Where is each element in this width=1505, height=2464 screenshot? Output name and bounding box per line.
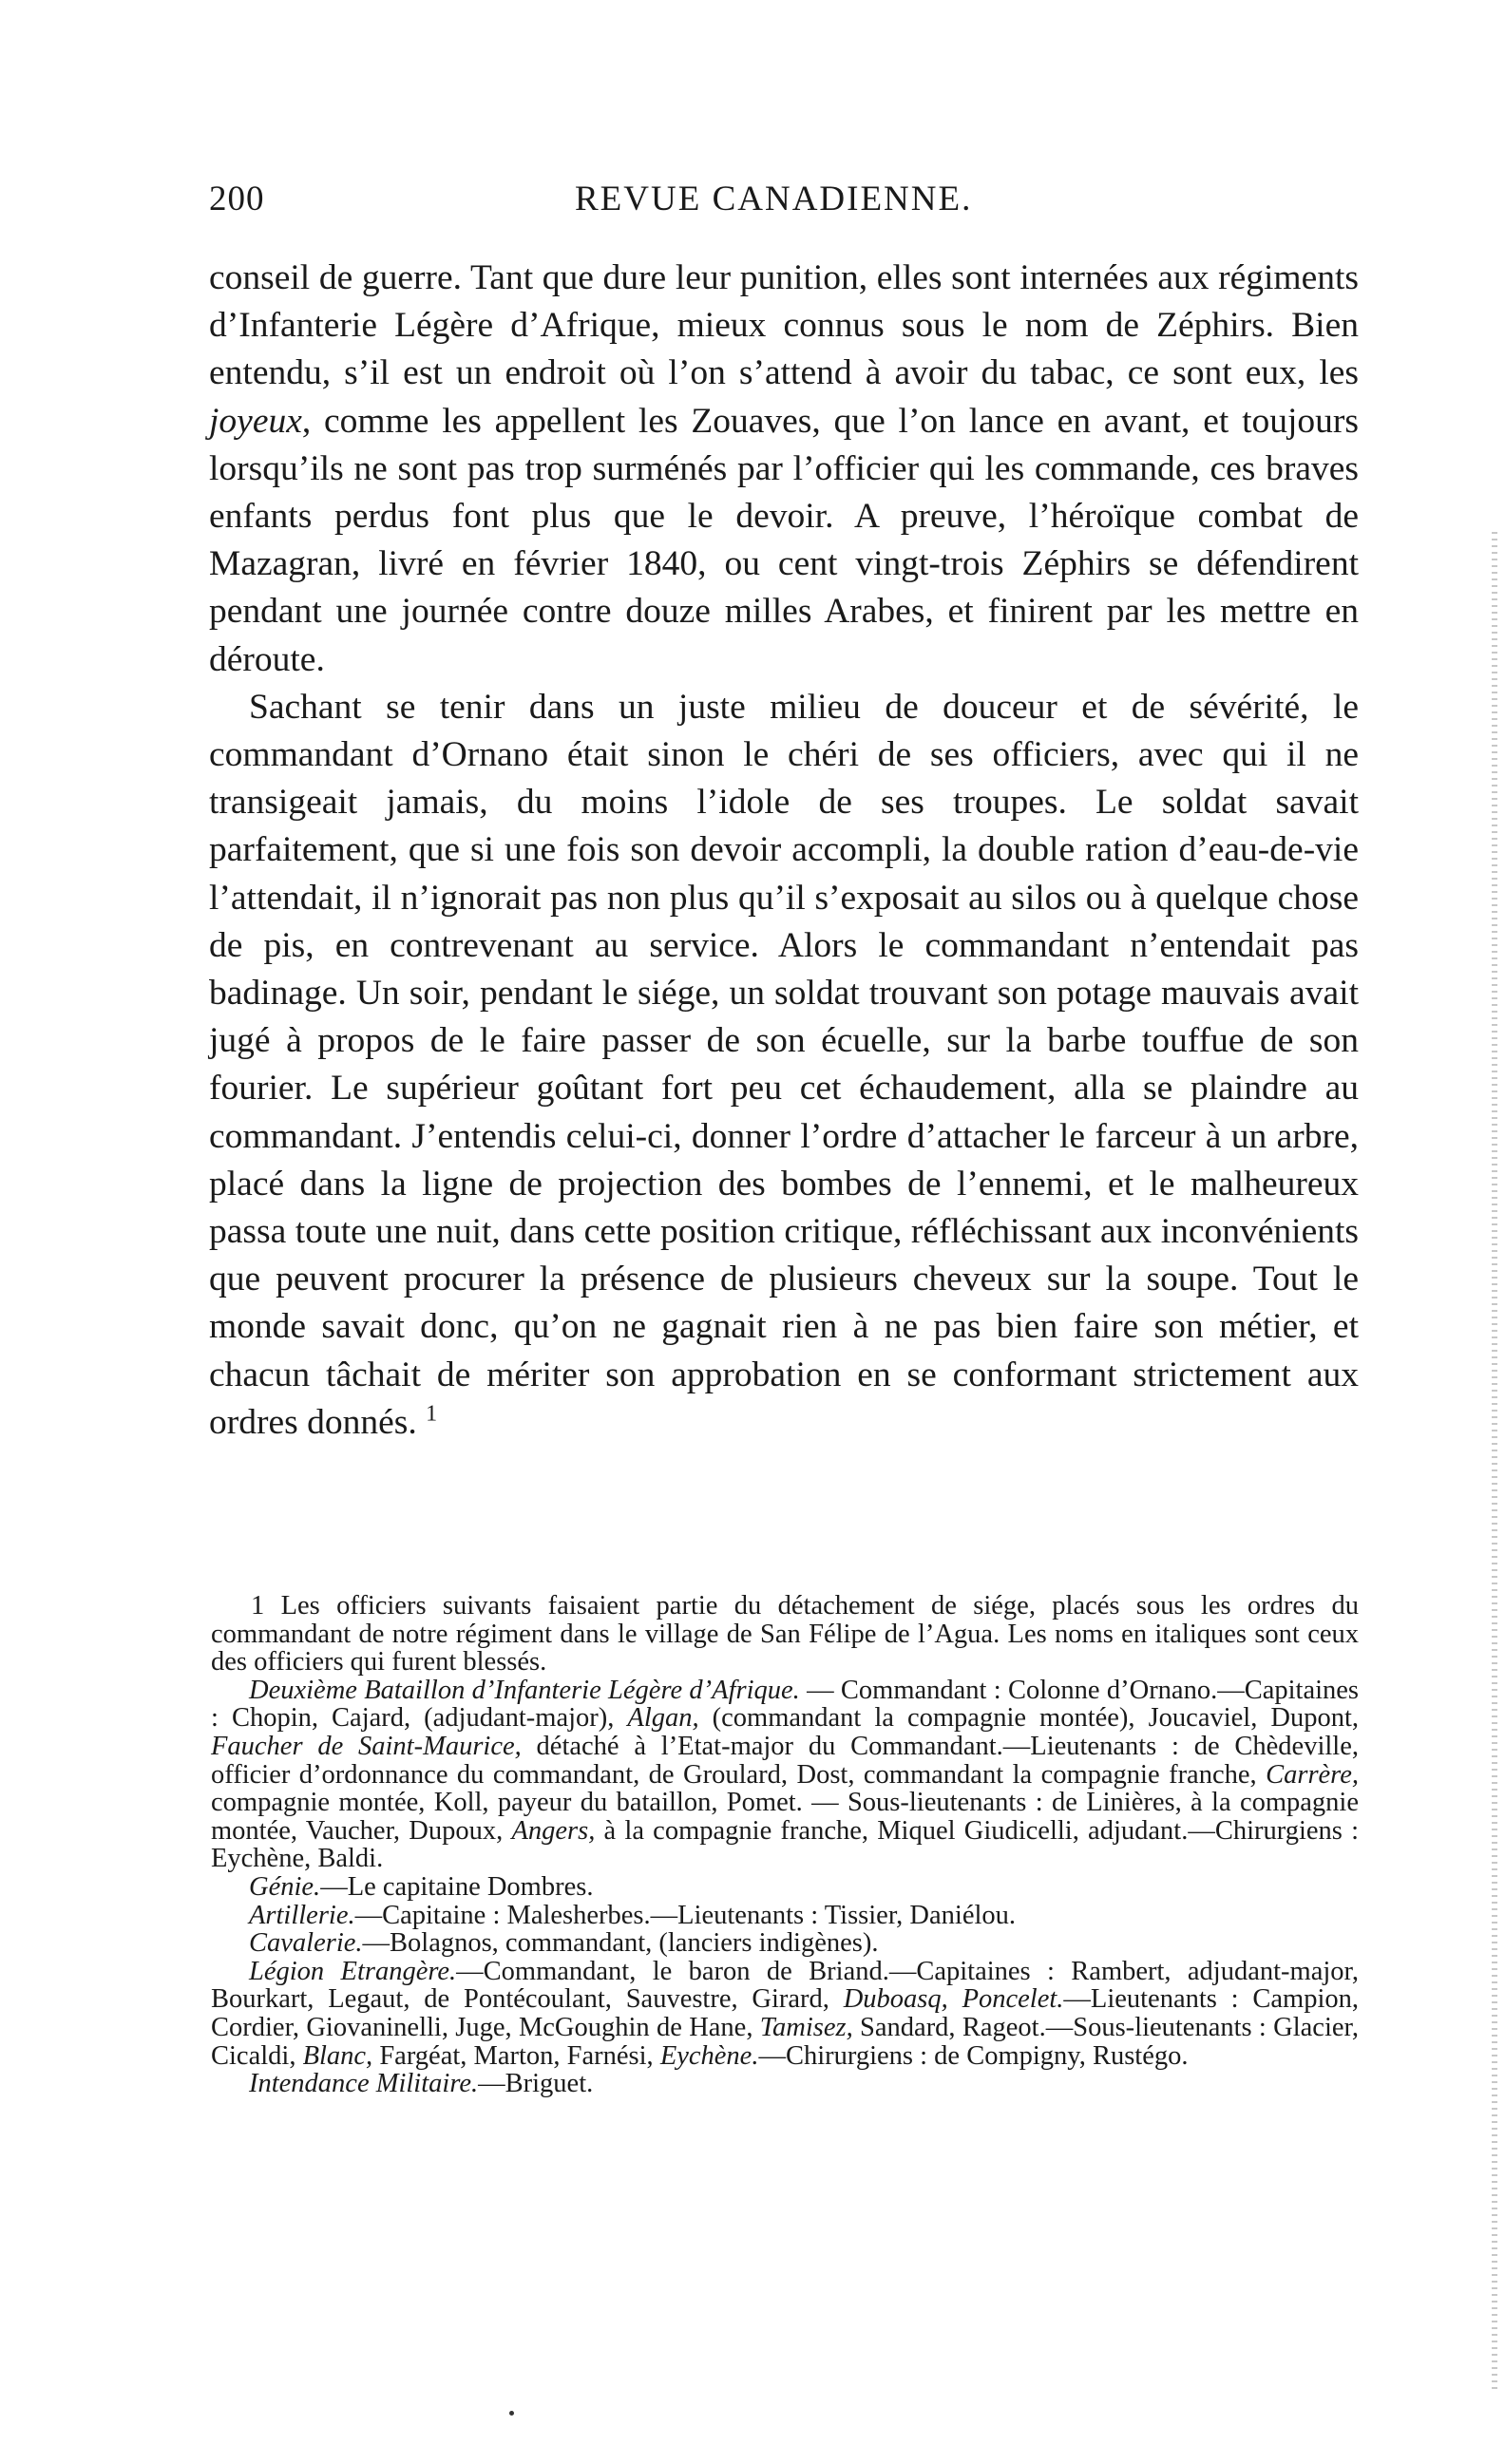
text-run: Fargéat, Marton, Farnési, [372,2040,660,2071]
footnote-legion [211,1958,1359,2070]
italic-text: Eychène. [659,2040,759,2071]
journal-title: REVUE CANADIENNE. [575,180,973,218]
text-run: détaché à l’Etat-major du Commandant.—Lieutenants : de Chèdeville, officier d’ordonnance du commandant, de Groulard, Dost, commandant la compagnie franche, [211,1731,1359,1790]
italic-text: Cavalerie. [249,1928,363,1959]
footnote-cavalerie [211,1929,1359,1958]
italic-text: Algan, [627,1703,699,1734]
paragraph-ornano [209,684,1359,1447]
text-run: conseil de guerre. Tant que dure leur punition, elles sont internées aux régiments d’Infanterie Légère d’Afrique, mieux connus sous le nom de Zéphirs. Bien entendu, s’il est un endroit où l’on s’attend à avoir du tabac, ce sont eux, les [209,258,1359,393]
italic-text: Tamisez, [759,2012,853,2042]
text-run [948,1984,962,2014]
italic-text: Légion Etrangère. [249,1956,457,1986]
text-run: —Lieutenants : Campion, Cordier, Giovaninelli, Juge, McGoughin de Hane, [211,1984,1359,2042]
text-run: —Le capitaine Dombres. [320,1871,594,1902]
text-run: Sandard, Rageot.—Sous-lieutenants : Glacier, Cicaldi, [211,2012,1360,2071]
body-text [209,255,1359,1447]
italic-text: Carrère, [1266,1759,1359,1790]
italic-text: Duboasq, [843,1984,948,2015]
running-head [209,179,1359,226]
text-run: —Capitaine : Malesherbes.—Lieutenants : Tissier, Daniélou. [354,1900,1017,1930]
text-run: , comme les appellent les Zouaves, que l’on lance en avant, et toujours lorsqu’ils ne sont pas trop surménés par l’officier qui les commande, ces braves enfants perdus font plus que le devoir. A preuve, l’héroïque combat de Mazagran, livré en février 1840, ou cent vingt-trois Zéphirs se défendirent pendant une journée contre douze milles Arabes, et finirent par les mettre en déroute. [209,401,1359,679]
footnote-intendance [211,2070,1359,2098]
page-number: 200 [209,180,265,218]
text-run: 1 Les officiers suivants faisaient partie du détachement de siége, placés sous les ordres du commandant de notre régiment dans le village de San Félipe de l’Agua. Les noms en italiques sont ceux des officiers qui furent blessés. [211,1591,1359,1677]
footnotes [211,1592,1359,2098]
text-run: —Commandant, le baron de Briand.—Capitaines : Rambert, adjudant-major, Bourkart, Legaut, de Pontécoulant, Sauvestre, Girard, [211,1956,1359,2015]
footnote-bataillon [211,1677,1359,1873]
scan-edge [1492,532,1497,2394]
text-run: —Chirurgiens : de Compigny, Rustégo. [758,2040,1189,2071]
italic-text: Blanc, [302,2040,373,2071]
text-run: compagnie montée, Koll, payeur du bataillon, Pomet. — Sous-lieutenants : de Linières, à la compagnie montée, Vaucher, Dupoux, [211,1788,1359,1846]
footnote-intro [211,1592,1359,1677]
ink-dot [509,2411,514,2416]
text-run: à la compagnie franche, Miquel Giudicelli, adjudant.—Chirurgiens : Eychène, Baldi. [211,1815,1359,1874]
italic-text: Intendance Militaire. [249,2069,479,2099]
italic-text: Poncelet. [962,1984,1064,2015]
italic-text: Génie. [249,1871,321,1902]
footnote-genie [211,1873,1359,1902]
italic-text: Artillerie. [249,1900,355,1930]
text-run: Sachant se tenir dans un juste milieu de douceur et de sévérité, le commandant d’Ornano était sinon le chéri de ses officiers, avec qui il ne transigeait jamais, du moins l’idole de ses troupes. Le soldat savait parfaitement, que si une fois son devoir accompli, la double ration d’eau-de-vie l’attendait, il n’ignorait pas non plus qu’il s’exposait au silos ou à quelque chose de pis, en contrevenant au service. Alors le commandant n’entendait pas badinage. Un soir, pendant le siége, un soldat trouvant son potage mauvais avait jugé à propos de le faire passer de son écuelle, sur la barbe touffue de son fourier. Le supérieur goûtant fort peu cet échaudement, alla se plaindre au commandant. J’entendis celui-ci, donner l’ordre d’attacher le farceur à un arbre, placé dans la ligne de projection des bombes de l’ennemi, et le malheureux passa toute une nuit, dans cette position critique, réfléchissant aux inconvénients que peuvent procurer la présence de plusieurs cheveux sur la soupe. Tout le monde savait donc, qu’on ne gagnait rien à ne pas bien faire son métier, et chacun tâchait de mériter son approbation en se conformant strictement aux ordres donnés. [209,687,1359,1442]
text-run: — Commandant : Colonne d’Ornano.—Capitaines : Chopin, Cajard, (adjudant-major), [211,1675,1360,1734]
text-run: (commandant la compagnie montée), Joucaviel, Dupont, [698,1703,1359,1734]
italic-text: joyeux [209,401,302,441]
text-run: —Briguet. [478,2069,594,2099]
italic-text: Angers, [511,1815,596,1846]
paragraph-mazagran [209,255,1359,684]
italic-text: Deuxième Bataillon d’Infanterie Légère d’Afrique. [249,1675,800,1705]
text-run: —Bolagnos, commandant, (lanciers indigènes). [362,1928,879,1959]
footnote-artillerie [211,1902,1359,1930]
italic-text: Faucher de Saint-Maurice, [211,1731,522,1761]
footnote-marker: 1 [426,1401,438,1427]
